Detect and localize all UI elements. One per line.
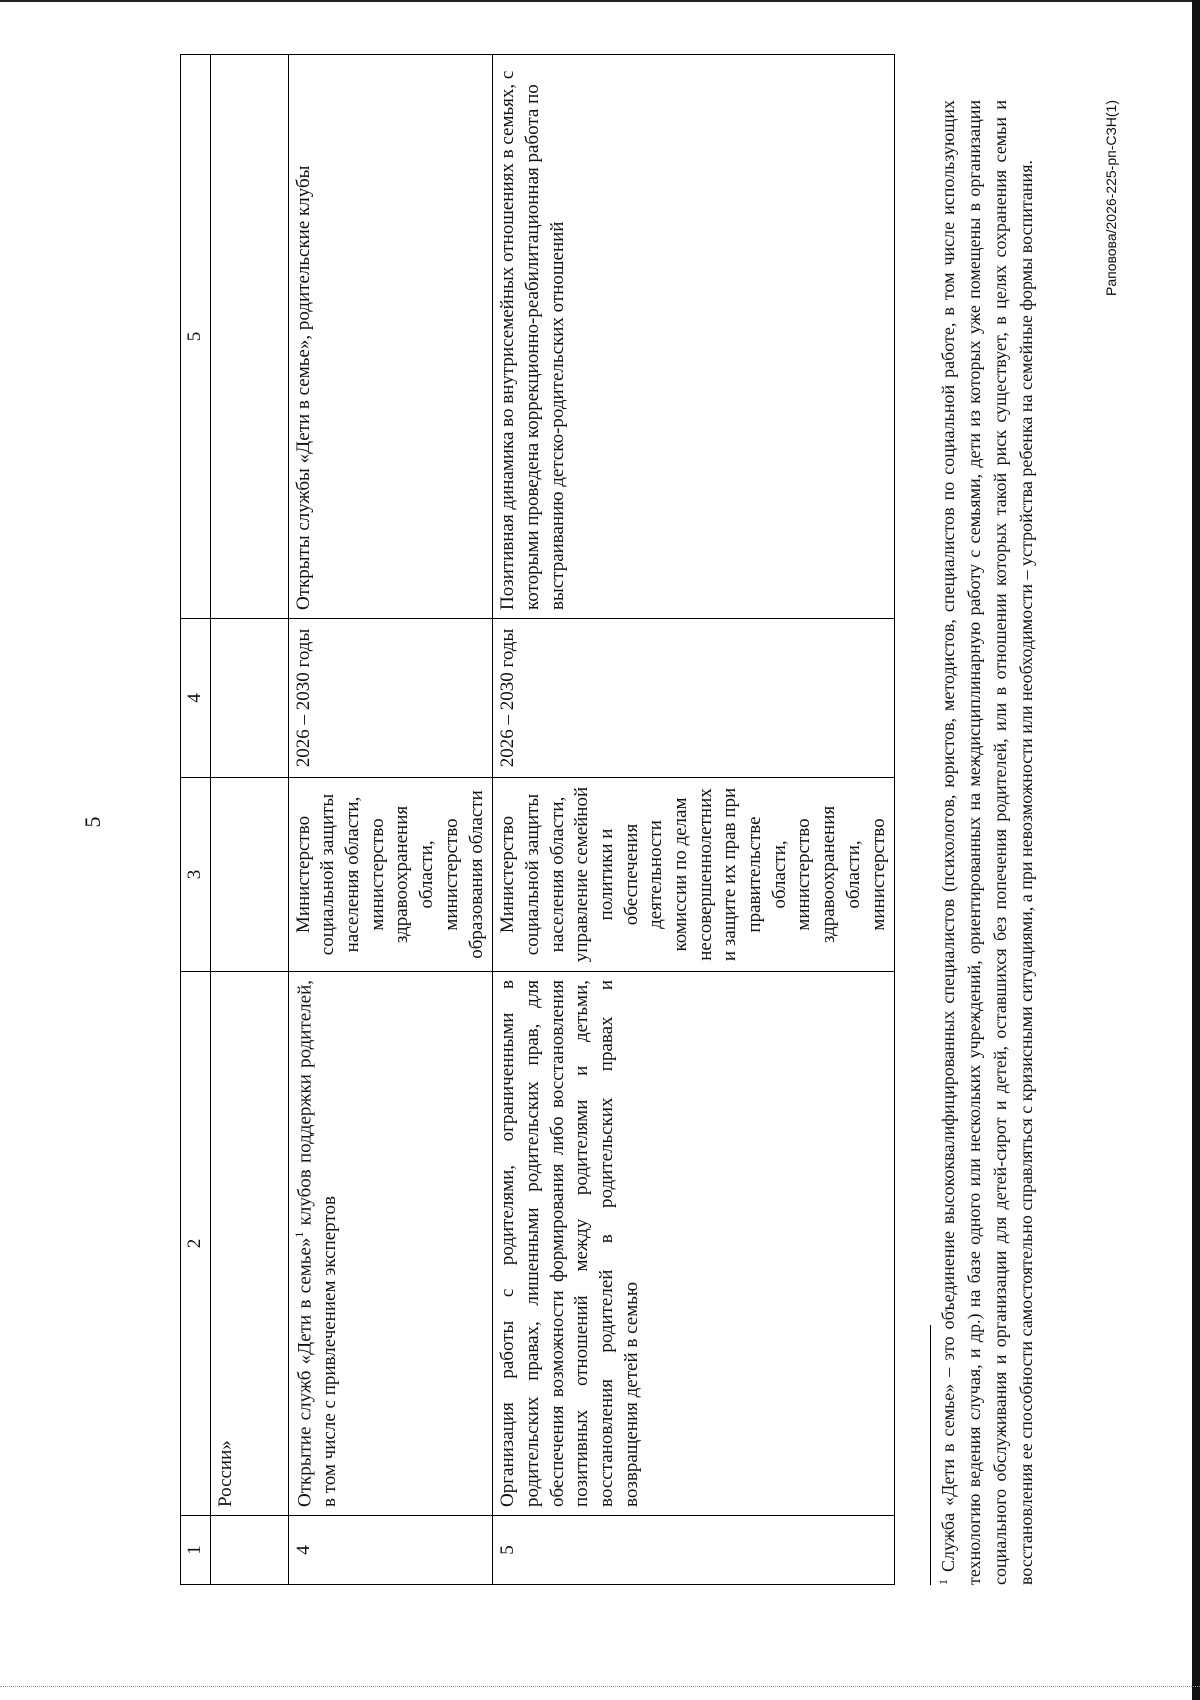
row-number: 5 [493,1516,895,1585]
result-cell [210,55,288,619]
row-number [210,1516,288,1585]
executors-cell [210,778,288,972]
event-cell: Организация работы с родителями, ограниченными в родительских правах, лишенными родительских прав, для обеспечения возможности формирования либо восстановления позитивных отношений между родителями и детьми, восстановления родителей в родительских правах и возвращения детей в семью [493,972,895,1516]
table-row [493,55,895,1585]
page-number: 5 [80,816,105,828]
table-header-row [181,55,211,1585]
column-number-2: 2 [181,972,211,1516]
result-cell: Открыты службы «Дети в семье», родительские клубы [288,55,493,619]
event-text-rest: клубов поддержки родителей, в том числе с привлечением экспертов [294,979,340,1507]
period-cell: 2026 – 2030 годы [493,619,895,778]
period-cell: 2026 – 2030 годы [288,619,493,778]
footnote-marker: 1 [291,1231,306,1238]
footnote [935,100,1039,1585]
event-text: Открытие служб «Дети в семье» [294,1237,316,1507]
table-row [210,55,288,1585]
footnote-divider [930,1325,931,1585]
plan-table [180,54,895,1585]
footnote-marker: 1 [936,1579,950,1585]
document-code: Рaпoвова/2026-225-рп-СЗН(1) [1103,100,1119,296]
footnote-text: Служба «Дети в семье» – это объединение высококвалифицированных специалистов (психологов, юристов, методистов, специалистов по социальной работе, в том числе использующих технологию ведения случая, и др.) на базе одного или нескольких учреждений, ориентированных на междисциплинарную работу с семьями, дети из которых уже помещены в организации социального обслуживания и организации для детей-сирот и детей, оставшихся без попечения родителей, или в отношении которых такой риск существует, в целях сохранения семьи и восстановления ее способности самостоятельно справляться с кризисными ситуациями, а при невозможности или необходимости – устройства ребенка на семейные формы воспитания. [938,100,1037,1585]
row-number: 4 [288,1516,493,1585]
event-cell [288,972,493,1516]
column-number-3: 3 [181,778,211,972]
event-cell: России» [210,972,288,1516]
column-number-1: 1 [181,1516,211,1585]
period-cell [210,619,288,778]
executors-cell: Министерство социальной защиты населения области, министерство здравоохранения области, министерство образования области [288,778,493,972]
column-number-5: 5 [181,55,211,619]
column-number-4: 4 [181,619,211,778]
result-cell: Позитивная динамика во внутрисемейных отношениях в семьях, с которыми проведена коррекционно-реабилитационная работа по выстраиванию детско-родительских отношений [493,55,895,619]
executors-cell: Министерство социальной защиты населения области, управление семейной политики и обеспечения деятельности комиссии по делам несовершеннолетних и защите их прав при правительстве области, министерство здравоохранения области, министерство [493,778,895,972]
table-row [288,55,493,1585]
